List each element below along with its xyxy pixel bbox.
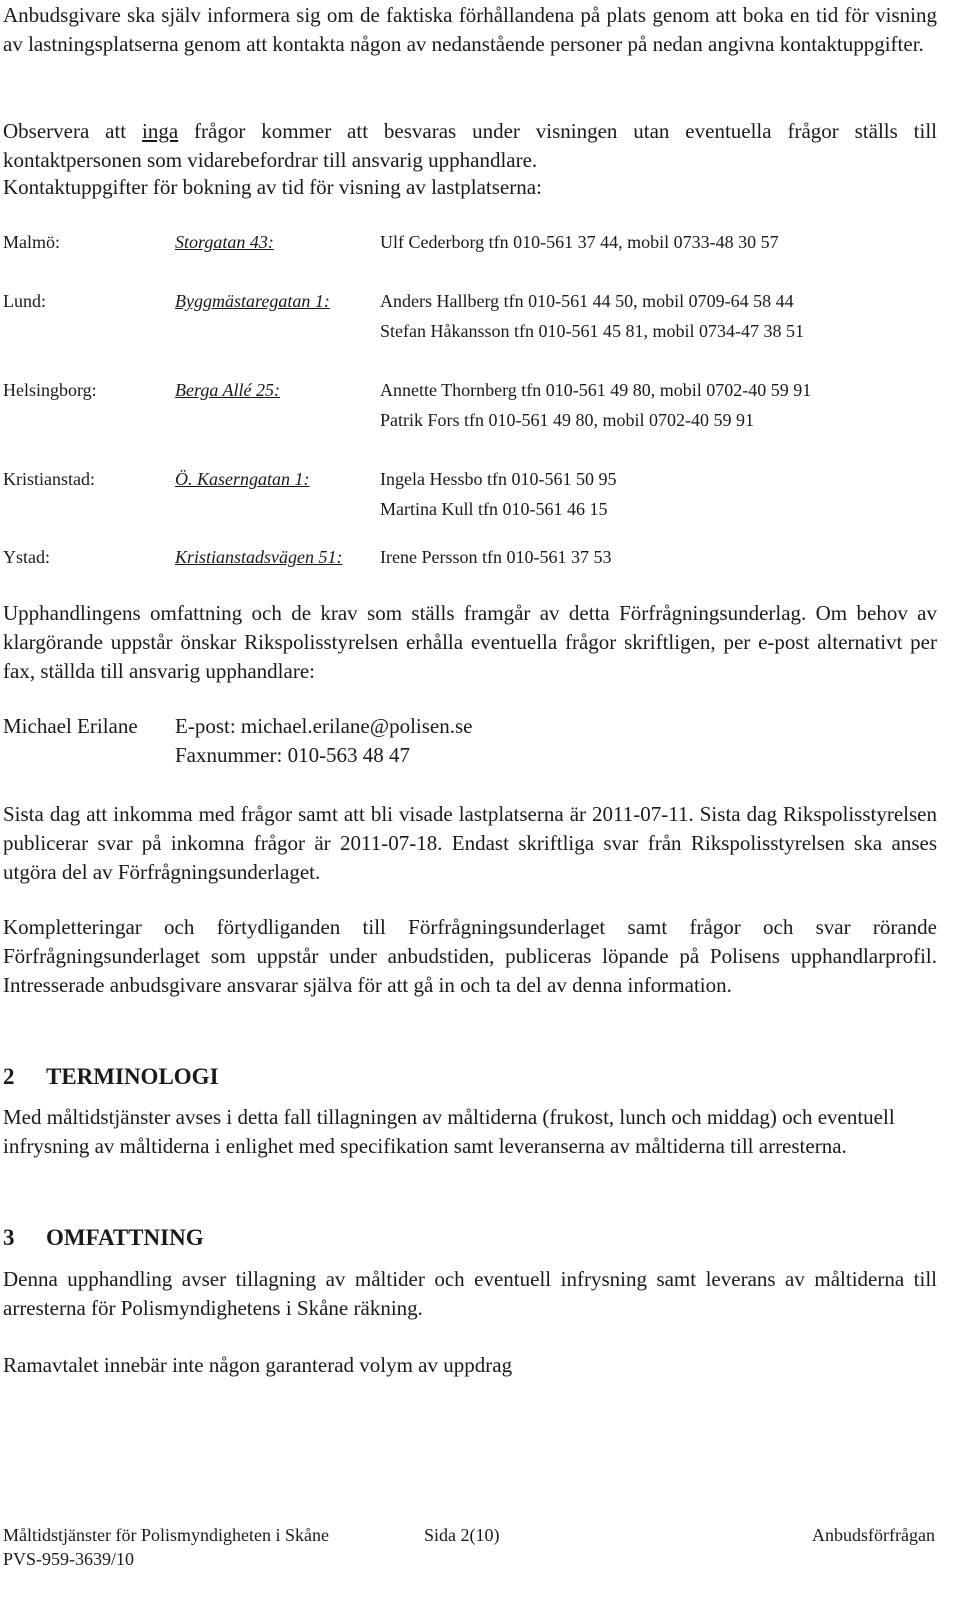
city-label: Ystad: — [3, 547, 50, 567]
address-label: Storgatan 43: — [175, 232, 274, 252]
section-body-2: Ramavtalet innebär inte någon garanterad volym av uppdrag — [3, 1353, 513, 1377]
footer-page-number: Sida 2(10) — [424, 1525, 500, 1545]
contact-person: Ingela Hessbo tfn 010-561 50 95 — [380, 469, 617, 489]
contact-row-lund-2 — [3, 321, 937, 345]
contact-row-lund — [3, 291, 937, 315]
section-body: Denna upphandling avser tillagning av måltider och eventuell infrysning samt leverans av måltiderna till arresterna för Polismyndighetens i Skåne räkning. — [3, 1267, 937, 1320]
note-paragraph — [3, 117, 937, 175]
footer-doc-type: Anbudsförfrågan — [812, 1525, 935, 1545]
note-emphasis: inga — [142, 119, 179, 143]
buyer-fax: Faxnummer: 010-563 48 47 — [175, 743, 411, 767]
contact-row-kristianstad — [3, 469, 937, 493]
contact-person: Stefan Håkansson tfn 010-561 45 81, mobil 0734-47 38 51 — [380, 321, 804, 341]
section-number: 3 — [3, 1225, 15, 1250]
address-label: Byggmästaregatan 1: — [175, 291, 330, 311]
city-label: Helsingborg: — [3, 380, 97, 400]
contact-person: Irene Persson tfn 010-561 37 53 — [380, 547, 612, 567]
contact-row-helsingborg — [3, 380, 937, 404]
footer-reference: PVS-959-3639/10 — [3, 1549, 135, 1569]
contact-person: Martina Kull tfn 010-561 46 15 — [380, 499, 608, 519]
buyer-email: E-post: michael.erilane@polisen.se — [175, 714, 473, 738]
contact-row-helsingborg-2 — [3, 410, 937, 434]
note-suffix: frågor kommer att besvaras under visningen utan eventuella frågor ställs till kontaktpersonen som vidarebefordrar till ansvarig upphandlare. — [3, 119, 937, 172]
contact-row-ystad — [3, 547, 937, 571]
section-number: 2 — [3, 1064, 15, 1089]
contact-row-malmo — [3, 232, 937, 256]
note-prefix: Observera att — [3, 119, 143, 143]
contact-person: Patrik Fors tfn 010-561 49 80, mobil 0702-40 59 91 — [380, 410, 754, 430]
section-title: TERMINOLOGI — [46, 1064, 219, 1089]
footer-title: Måltidstjänster för Polismyndigheten i Skåne — [3, 1525, 329, 1545]
deadline-paragraph: Sista dag att inkomma med frågor samt att bli visade lastplatserna är 2011-07-11. Sista dag Rikspolisstyrelsen publicerar svar på inkomna frågor är 2011-07-18. Endast skriftliga svar från Rikspolisstyrelsen ska anses utgöra del av Förfrågningsunderlaget. — [3, 802, 937, 884]
section-title: OMFATTNING — [46, 1225, 204, 1250]
city-label: Lund: — [3, 291, 46, 311]
section-body: Med måltidstjänster avses i detta fall tillagningen av måltiderna (frukost, lunch och middag) och eventuell infrysning av måltiderna i enlighet med specifikation samt leveranserna av måltiderna till arresterna. — [3, 1105, 895, 1158]
address-label: Ö. Kaserngatan 1: — [175, 469, 310, 489]
address-label: Berga Allé 25: — [175, 380, 280, 400]
contact-person: Ulf Cederborg tfn 010-561 37 44, mobil 0733-48 30 57 — [380, 232, 779, 252]
city-label: Kristianstad: — [3, 469, 95, 489]
city-label: Malmö: — [3, 232, 60, 252]
scope-paragraph: Upphandlingens omfattning och de krav som ställs framgår av detta Förfrågningsunderlag. Om behov av klargörande uppstår önskar Rikspolisstyrelsen erhålla eventuella frågor skriftligen, per e-post alternativt per fax, ställda till ansvarig upphandlare: — [3, 601, 937, 683]
buyer-name: Michael Erilane — [3, 714, 138, 738]
contact-row-kristianstad-2 — [3, 499, 937, 523]
contact-person: Annette Thornberg tfn 010-561 49 80, mobil 0702-40 59 91 — [380, 380, 812, 400]
contact-intro: Kontaktuppgifter för bokning av tid för visning av lastplatserna: — [3, 175, 542, 199]
intro-paragraph: Anbudsgivare ska själv informera sig om de faktiska förhållandena på plats genom att boka en tid för visning av lastningsplatserna genom att kontakta någon av nedanstående personer på nedan angivna kontaktuppgifter. — [3, 3, 937, 56]
supplement-paragraph: Kompletteringar och förtydliganden till Förfrågningsunderlaget samt frågor och svar rörande Förfrågningsunderlaget som uppstår under anbudstiden, publiceras löpande på Polisens upphandlarprofil. Intresserade anbudsgivare ansvarar själva för att gå in och ta del av denna information. — [3, 915, 937, 997]
contact-person: Anders Hallberg tfn 010-561 44 50, mobil 0709-64 58 44 — [380, 291, 794, 311]
address-label: Kristianstadsvägen 51: — [175, 547, 343, 567]
